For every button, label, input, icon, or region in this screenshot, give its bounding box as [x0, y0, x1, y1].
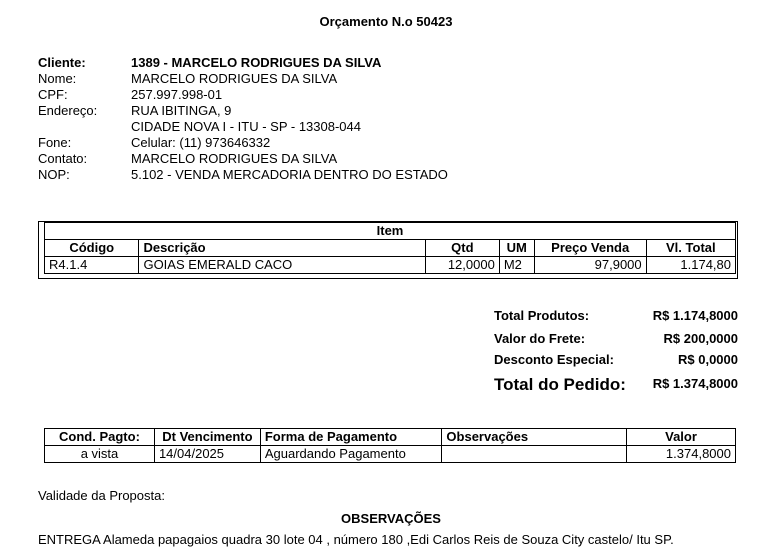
items-header: Item — [45, 223, 736, 240]
page-title: Orçamento N.o 50423 — [319, 14, 453, 29]
col-cond-pagto: Cond. Pagto: — [45, 429, 155, 446]
total-pedido-value: R$ 1.374,8000 — [652, 376, 738, 391]
cell-observacoes — [442, 446, 627, 463]
payment-table — [44, 428, 736, 463]
items-table — [44, 222, 736, 274]
contato-value: MARCELO RODRIGUES DA SILVA — [131, 151, 338, 166]
observacoes-text: ENTREGA Alameda papagaios quadra 30 lote 04 , número 180 ,Edi Carlos Reis de Souza City castelo/ Itu SP. — [38, 532, 674, 547]
nome-label: Nome: — [38, 71, 77, 86]
cpf-value: 257.997.998-01 — [131, 87, 223, 102]
cell-codigo: R4.1.4 — [45, 257, 139, 274]
cell-descricao: GOIAS EMERALD CACO — [139, 257, 425, 274]
payment-columns — [45, 429, 736, 446]
desconto-value: R$ 0,0000 — [678, 352, 738, 367]
cell-qtd: 12,0000 — [425, 257, 499, 274]
endereco-label: Endereço: — [38, 103, 98, 118]
contato-label: Contato: — [38, 151, 88, 166]
total-pedido-label: Total do Pedido: — [494, 375, 626, 394]
cell-cond-pagto: a vista — [45, 446, 155, 463]
col-qtd: Qtd — [425, 240, 499, 257]
valor-frete-value: R$ 200,0000 — [663, 331, 738, 346]
observacoes-title: OBSERVAÇÕES — [341, 511, 441, 526]
nop-value: 5.102 - VENDA MERCADORIA DENTRO DO ESTADO — [131, 167, 448, 182]
col-observacoes: Observações — [442, 429, 627, 446]
endereco-line2: CIDADE NOVA I - ITU - SP - 13308-044 — [131, 119, 361, 134]
col-um: UM — [499, 240, 534, 257]
cell-um: M2 — [499, 257, 534, 274]
table-row — [45, 446, 736, 463]
cliente-label: Cliente: — [38, 55, 86, 70]
nop-label: NOP: — [38, 167, 70, 182]
col-valor: Valor — [627, 429, 736, 446]
cpf-label: CPF: — [38, 87, 68, 102]
cell-valor: 1.374,8000 — [627, 446, 736, 463]
col-preco: Preço Venda — [534, 240, 646, 257]
desconto-label: Desconto Especial: — [494, 352, 614, 367]
nome-value: MARCELO RODRIGUES DA SILVA — [131, 71, 338, 86]
cell-forma-pagamento: Aguardando Pagamento — [260, 446, 442, 463]
total-produtos-value: R$ 1.174,8000 — [652, 308, 738, 323]
valor-frete-label: Valor do Frete: — [494, 331, 586, 346]
col-total: Vl. Total — [646, 240, 735, 257]
cell-total: 1.174,80 — [646, 257, 735, 274]
endereco-line1: RUA IBITINGA, 9 — [131, 103, 232, 118]
items-columns — [45, 240, 736, 257]
fone-label: Fone: — [38, 135, 72, 150]
col-descricao: Descrição — [139, 240, 425, 257]
table-row — [45, 257, 736, 274]
cell-preco: 97,9000 — [534, 257, 646, 274]
cell-vencimento: 14/04/2025 — [154, 446, 260, 463]
col-codigo: Código — [45, 240, 139, 257]
cliente-value: 1389 - MARCELO RODRIGUES DA SILVA — [131, 55, 382, 70]
validade-label: Validade da Proposta: — [38, 488, 165, 503]
fone-value: Celular: (11) 973646332 — [131, 135, 271, 150]
total-produtos-label: Total Produtos: — [494, 308, 590, 323]
col-forma-pagamento: Forma de Pagamento — [260, 429, 442, 446]
col-vencimento: Dt Vencimento — [154, 429, 260, 446]
